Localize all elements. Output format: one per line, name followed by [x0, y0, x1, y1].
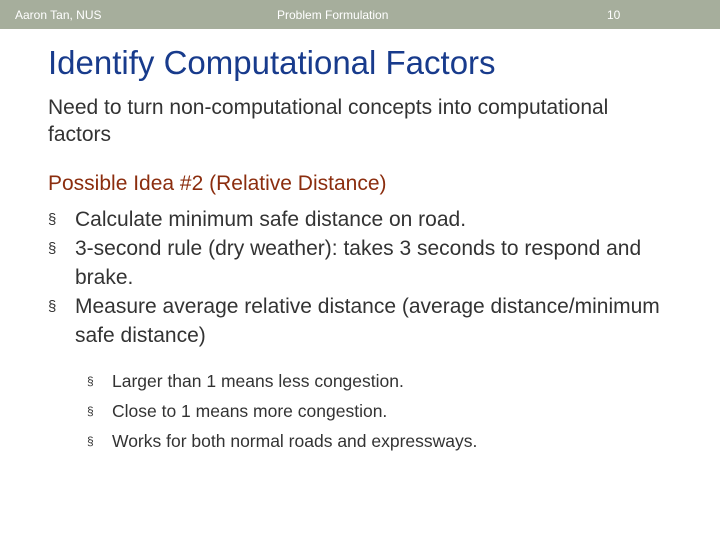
bullet-list	[48, 205, 698, 350]
sub-bullet-marker: §	[87, 434, 94, 448]
sub-bullet-marker: §	[87, 404, 94, 418]
bullet-text: Calculate minimum safe distance on road.	[75, 208, 467, 231]
bullet-marker: §	[48, 298, 57, 315]
header-page-number: 10	[607, 8, 621, 22]
slide-title: Identify Computational Factors	[48, 44, 496, 81]
bullet-marker: §	[48, 211, 57, 228]
sub-bullet-text: Larger than 1 means less congestion.	[112, 371, 404, 391]
sub-bullet-text: Close to 1 means more congestion.	[112, 401, 388, 421]
bullet-text: Measure average relative distance (average distance/minimum safe distance)	[75, 295, 660, 347]
bullet-marker: §	[48, 240, 57, 257]
bullet-text: 3-second rule (dry weather): takes 3 seconds to respond and brake.	[75, 237, 642, 289]
sub-bullet-list	[87, 366, 647, 456]
slide-intro-text: Need to turn non-computational concepts into computational factors	[48, 96, 609, 146]
sub-bullet-text: Works for both normal roads and expressways.	[112, 431, 478, 451]
sub-bullet-item	[87, 366, 647, 396]
bullet-item	[48, 234, 698, 292]
idea-heading: Possible Idea #2 (Relative Distance)	[48, 172, 387, 195]
sub-bullet-item	[87, 396, 647, 426]
sub-bullet-item	[87, 426, 647, 456]
bullet-item	[48, 205, 698, 234]
header-topic: Problem Formulation	[277, 8, 389, 22]
header-author: Aaron Tan, NUS	[15, 8, 102, 22]
sub-bullet-marker: §	[87, 374, 94, 388]
bullet-item	[48, 292, 698, 350]
